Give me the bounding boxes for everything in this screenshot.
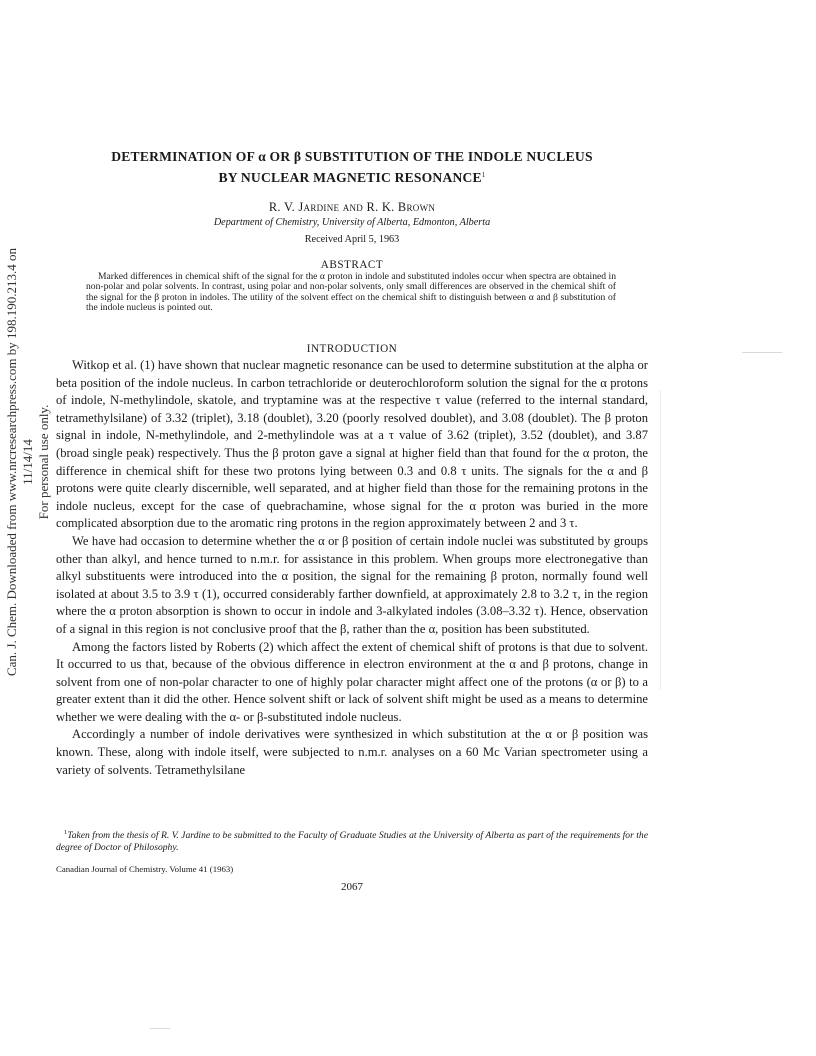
abstract-heading: ABSTRACT	[320, 259, 384, 271]
received-date: Received April 5, 1963	[304, 234, 400, 245]
footnote	[56, 827, 648, 853]
scan-speck	[660, 390, 661, 690]
page-number: 2067	[341, 881, 363, 893]
introduction-heading: INTRODUCTION	[306, 343, 398, 355]
paragraph-2: We have had occasion to determine whether the α or β position of certain indole nuclei was substituted by groups other than alkyl, and hence turned to n.m.r. for assistance in this problem. When groups more electronegative than alkyl substituents were introduced into the α position, the signal for the remaining β proton, normally found well isolated at about 3.5 to 3.9 τ (1), occurred considerably farther downfield, at approximately 2.8 to 3.2 τ, in the region where the α proton absorption is shown to occur in indole and 3-alkylated indoles (3.08–3.32 τ). Hence, observation of a signal in this region is not conclusive proof that the β, rather than the α, position has been substituted.	[56, 533, 648, 636]
download-stamp	[4, 232, 51, 692]
article-title	[56, 148, 648, 187]
title-line-1: DETERMINATION OF α OR β SUBSTITUTION OF THE INDOLE NUCLEUS	[111, 149, 593, 164]
abstract-text: Marked differences in chemical shift of the signal for the α proton in indole and substituted indoles occur when spectra are obtained in non-polar and polar solvents. In contrast, using polar and non-polar solvents, only small differences are observed in the chemical shift of the signal for the β proton in indoles. The utility of the solvent effect on the chemical shift to distinguish between α and β substitution of the indole nucleus is pointed out.	[86, 271, 616, 314]
footnote-mark: 1	[64, 829, 68, 836]
footnote-text: Taken from the thesis of R. V. Jardine to be submitted to the Faculty of Graduate Studies at the University of Alberta as part of the requirements for the degree of Doctor of Philosophy.	[56, 830, 648, 853]
paragraph-3: Among the factors listed by Roberts (2) which affect the extent of chemical shift of protons is that due to solvent. It occurred to us that, because of the obvious difference in electron environment at the α and β protons, change in solvent from one of non-polar character to one of highly polar character might affect one of the protons (α or β) to a greater extent than it did the other. Hence solvent shift or lack of solvent shift might be used as a means to determine whether we were dealing with the α- or β-substituted indole nucleus.	[56, 639, 648, 724]
journal-citation: Canadian Journal of Chemistry. Volume 41 (1963)	[56, 864, 234, 874]
download-stamp-line: Can. J. Chem. Downloaded from www.nrcresearchpress.com by 198.190.213.4 on 11/14/14	[4, 247, 35, 677]
personal-use-line: For personal use only.	[36, 404, 51, 520]
scan-speck	[150, 1028, 170, 1029]
scan-speck	[742, 352, 782, 353]
title-footnote-mark: 1	[481, 171, 486, 179]
title-line-2: BY NUCLEAR MAGNETIC RESONANCE	[218, 170, 482, 185]
paragraph-1: Witkop et al. (1) have shown that nuclear magnetic resonance can be used to determine substitution at the alpha or beta position of the indole nucleus. In carbon tetrachloride or deuterochloroform solution the signal for the α protons of indole, N-methylindole, skatole, and tryptamine was at the respective τ value (referred to the internal standard, tetramethylsilane) of 3.32 (triplet), 3.18 (doublet), 3.20 (poorly resolved doublet), and 3.08 (doublet). The β proton signal in indole, N-methylindole, and 2-methylindole was at a τ value of 3.62 (triplet), 3.52 (doublet), and 3.87 (broad single peak) respectively. Thus the β proton gave a signal at higher field than that found for the α proton, the difference in chemical shift for these two protons lying between 0.3 and 0.8 τ units. The signals for the α and β protons were quite clearly discernible, well separated, and at higher field than those for the remaining protons in the indole nucleus, except for the case of quebrachamine, whose signal for the α proton was buried in the more complicated absorption due to the aromatic ring protons in the region approximately between 2 and 3 τ.	[56, 358, 648, 531]
authors: R. V. Jardine and R. K. Brown	[268, 200, 436, 214]
affiliation: Department of Chemistry, University of Alberta, Edmonton, Alberta	[213, 217, 491, 228]
paragraph-4: Accordingly a number of indole derivatives were synthesized in which substitution at the α or β position was known. These, along with indole itself, were subjected to n.m.r. analyses on a 60 Mc Varian spectrometer using a variety of solvents. Tetramethylsilane	[56, 727, 648, 777]
body-text	[56, 357, 648, 779]
